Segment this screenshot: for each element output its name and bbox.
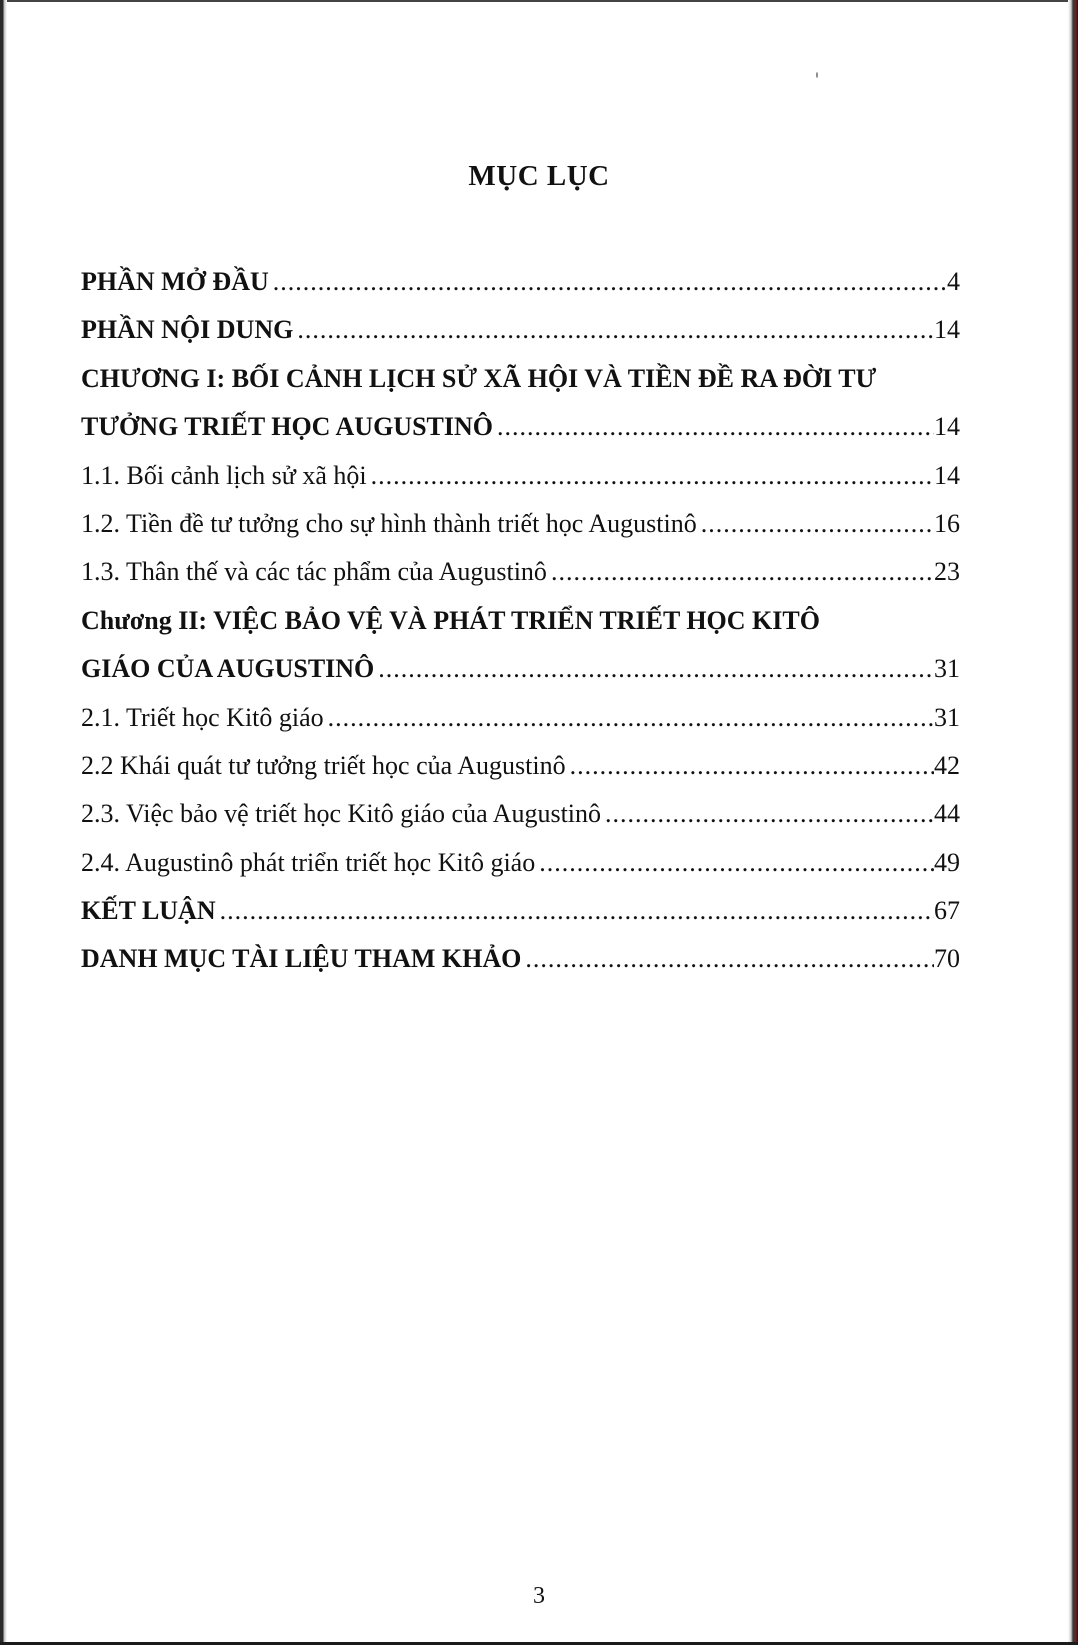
scan-speck xyxy=(816,72,818,78)
toc-entry[interactable] xyxy=(81,694,960,742)
toc-entry[interactable] xyxy=(81,645,960,693)
toc-entry[interactable] xyxy=(81,742,960,790)
page-number: 3 xyxy=(533,1583,545,1609)
toc-entry[interactable] xyxy=(81,790,960,838)
toc-entry[interactable] xyxy=(81,500,960,548)
toc-dot-leader xyxy=(497,403,934,451)
scan-edge-left xyxy=(0,0,7,1645)
table-of-contents xyxy=(81,258,960,984)
toc-entry-label: 2.2 Khái quát tư tưởng triết học của Augustinô xyxy=(81,750,566,780)
toc-entry-label: 2.4. Augustinô phát triển triết học Kitô giáo xyxy=(81,847,536,877)
toc-entry-label: PHẦN NỘI DUNG xyxy=(81,315,294,345)
toc-entry-page: 31 xyxy=(934,654,960,684)
toc-entry-label: 2.3. Việc bảo vệ triết học Kitô giáo của Augustinô xyxy=(81,799,602,829)
toc-entry-page: 14 xyxy=(934,460,960,490)
toc-entry-label: 1.1. Bối cảnh lịch sử xã hội xyxy=(81,460,367,490)
toc-entry-page: 49 xyxy=(934,847,960,877)
scan-edge-right xyxy=(1068,0,1078,1645)
toc-entry-page: 4 xyxy=(947,267,960,296)
toc-entry-label: DANH MỤC TÀI LIỆU THAM KHẢO xyxy=(81,944,522,974)
toc-entry-page: 14 xyxy=(934,412,960,442)
toc-entry-page: 16 xyxy=(934,508,960,538)
toc-entry[interactable] xyxy=(81,403,960,451)
toc-dot-leader xyxy=(220,887,934,935)
toc-entry-label-line1: CHƯƠNG I: BỐI CẢNH LỊCH SỬ XÃ HỘI VÀ TIỀN ĐỀ RA ĐỜI TƯ xyxy=(81,363,877,393)
toc-entry-page: 23 xyxy=(934,557,960,587)
toc-entry-page: 42 xyxy=(934,750,960,780)
toc-entry[interactable] xyxy=(81,839,960,887)
toc-entry-label: TƯỞNG TRIẾT HỌC AUGUSTINÔ xyxy=(81,412,494,442)
toc-entry-label-line1: Chương II: VIỆC BẢO VỆ VÀ PHÁT TRIỂN TRIẾT HỌC KITÔ xyxy=(81,605,820,635)
scan-edge-top xyxy=(0,0,1078,2)
toc-entry-label: PHẦN MỞ ĐẦU xyxy=(81,267,269,296)
toc-dot-leader xyxy=(570,742,934,790)
page-title: MỤC LỤC xyxy=(468,160,610,192)
toc-entry-label: GIÁO CỦA AUGUSTINÔ xyxy=(81,654,375,684)
toc-entry[interactable] xyxy=(81,306,960,354)
toc-entry-page: 14 xyxy=(934,315,960,345)
toc-dot-leader xyxy=(297,306,934,354)
toc-dot-leader xyxy=(273,258,947,306)
toc-entry[interactable] xyxy=(81,258,960,306)
toc-dot-leader xyxy=(378,645,934,693)
toc-entry-page: 70 xyxy=(934,944,960,974)
toc-dot-leader xyxy=(605,790,934,838)
toc-dot-leader xyxy=(525,935,934,983)
toc-dot-leader xyxy=(551,548,934,596)
toc-entry-first-line[interactable] xyxy=(81,355,960,403)
toc-entry-label: 2.1. Triết học Kitô giáo xyxy=(81,702,324,732)
toc-entry-page: 44 xyxy=(934,799,960,829)
toc-entry-page: 31 xyxy=(934,702,960,732)
toc-dot-leader xyxy=(701,500,934,548)
toc-entry-label: 1.3. Thân thế và các tác phẩm của Augustinô xyxy=(81,557,547,587)
toc-entry-label: 1.2. Tiền đề tư tưởng cho sự hình thành triết học Augustinô xyxy=(81,508,697,538)
toc-entry[interactable] xyxy=(81,548,960,596)
toc-entry[interactable] xyxy=(81,887,960,935)
toc-entry-page: 67 xyxy=(934,896,960,926)
toc-entry[interactable] xyxy=(81,935,960,983)
toc-entry-first-line[interactable] xyxy=(81,597,960,645)
toc-entry[interactable] xyxy=(81,452,960,500)
toc-dot-leader xyxy=(371,452,934,500)
toc-entry-label: KẾT LUẬN xyxy=(81,896,216,926)
toc-dot-leader xyxy=(328,694,934,742)
toc-dot-leader xyxy=(539,839,934,887)
